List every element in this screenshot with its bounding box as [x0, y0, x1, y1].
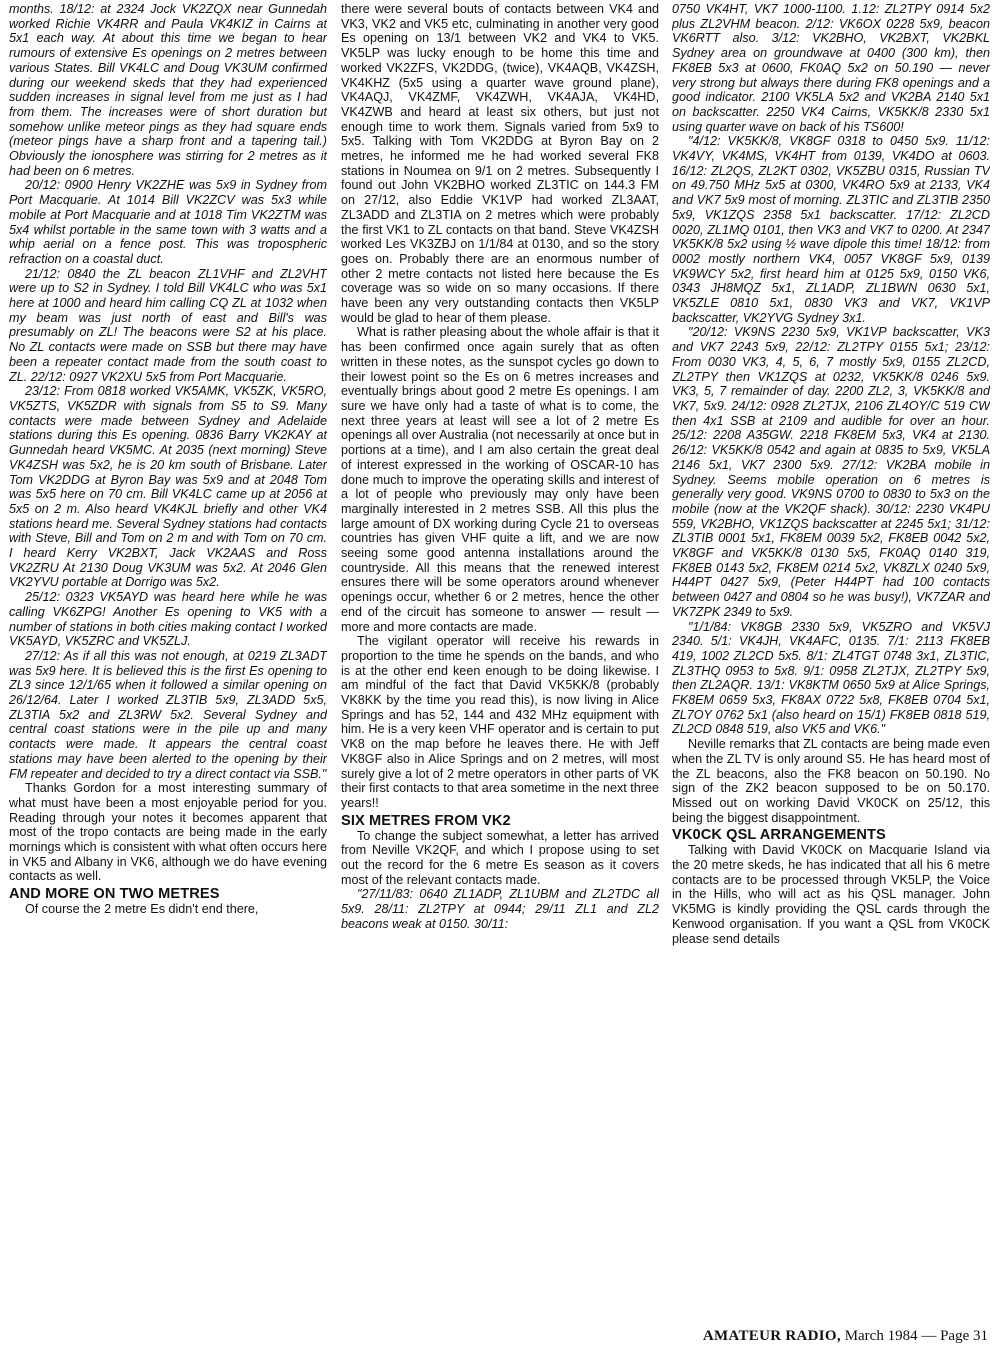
paragraph: "20/12: VK9NS 2230 5x9, VK1VP backscatter, VK3 and VK7 2243 5x9, 22/12: ZL2TPY 0155 5x1; 23/12: From 0030 VK3, 4, 5, 6, 7 mostly 5x9, 0155 ZL2CD, ZL2TPY then VK1ZQS at 0232, VK5KK/8 0246 5x9. VK3, 5, 7 remainder of day. 2200 ZL2, 3, VK5KK/8 and VK7, 5x9. 24/12: 0928 ZL2TJX, 2106 ZL4OY/C 519 CW then 4x1 SSB at 2109 and audible for over an hour. 25/12: 2208 A35GW. 2218 FK8EM 5x3, VK4 at 2130. 26/12: VK5KK/8 0542 and again at 0835 to 5x9, VK5LA 2146 5x1, VK7 2300 5x9. 27/12: VK2BA mobile in Sydney. Seems mobile operation on 6 metres is generally very good. VK9NS 0700 to 0830 to 5x3 on the mobile (now at the VK2QF shack). 30/12: 2230 VK4PU 559, VK2BHO, VK1ZQS backscatter at 2245 5x1; 31/12: ZL3TIB 0001 5x1, FK8EM 0039 5x2, FK8EB 0042 5x2, VK8GF and VK5KK/8 0130 5x5, FK0AQ 0140 319, FK8EB 0143 5x2, FK8EM 0214 5x2, VK8ZLX 0240 5x9, H44PT 0427 5x9, (Peter H44PT had 100 contacts between 0427 and 0804 so he was busy!), VK7ZAR and VK7ZPK 2349 to 5x9.	[672, 325, 990, 619]
paragraph: Neville remarks that ZL contacts are being made even when the ZL TV is only around S5. He has heard most of the ZL beacons, also the FK8 beacon on 50.190. No sign of the ZK2 beacon supposed to be on 50.170. Missed out on working David VK0CK on 25/12, this being the biggest disappointment.	[672, 737, 990, 825]
paragraph: Thanks Gordon for a most interesting summary of what must have been a most enjoyable period for you. Reading through your notes it becomes apparent that most of the tropo contacts are being made in the early mornings which is consistent with what often occurs here in VK5 and Albany in VK6, although we do have evening contacts as well.	[9, 781, 327, 884]
paragraph: The vigilant operator will receive his rewards in proportion to the time he spends on the bands, and who is at the other end keen enough to be doing likewise. I am mindful of the fact that David VK5KK/8 (probably VK8KK by the time you read this), is now living in Alice Springs and has 52, 144 and 432 MHz equipment with him. He is a very keen VHF operator and is certain to put VK8 on the map before he leaves there. He with Jeff VK8GF also in Alice Springs and on 2 metres, will most surely give a lot of 2 metre operators in other parts of VK their first contacts to that area sometime in the next three years!!	[341, 634, 659, 810]
paragraph: 0750 VK4HT, VK7 1000-1100. 1.12: ZL2TPY 0914 5x2 plus ZL2VHM beacon. 2/12: VK6OX 0228 5x9, beacon VK6RTT also. 3/12: VK2BHO, VK2BXT, VK2BKL Sydney area on groundwave at 0400 (300 km), then FK8EB 5x3 at 0600, FK0AQ 5x2 on 50.190 — never very strong but always there during FK8 openings and a good indicator. 2100 VK5LA 5x2 and VK2BA 2140 5x1 on backscatter. 2250 VK4 Cairns, VK5KK/8 2330 5x1 using quarter wave on back of his TS600!	[672, 2, 990, 134]
section-heading: AND MORE ON TWO METRES	[9, 886, 220, 903]
paragraph: there were several bouts of contacts between VK4 and VK3, VK2 and VK5 etc, culminating in another very good Es opening on 13/1 between VK2 and VK4 to VK5. VK5LP was lucky enough to be home this time and worked VK2ZFS, VK2DDG, (twice), VK4AQB, VK4ZSH, VK4KHZ (5x5 using a quarter wave ground plane), VK4AQJ, VK4ZMF, VK4ZWH, VK4AJA, VK4HD, VK4ZWB and heard at least six others, but just not enough time to work them. Signals varied from 5x9 to 5x5. Talking with Tom VK2DDG at Byron Bay on 2 metres, he informed me he had worked several FK8 stations in Noumea on 9/1 on 2 metres. Subsequently I found out John VK2BHO worked ZL3TIC on 144.3 FM on 27/12, also Eddie VK1VP had worked ZL3AAT, ZL3ADD and ZL3TIA on 2 metres which were probably the first VK1 to ZL contacts on that band. Steve VK4ZSH worked Les VK3ZBJ on 1/1/84 at 0130, and so the story goes on. Probably there are an enormous number of other 2 metre contacts not listed here because the Es coverage was so wide on so many occasions. If there have been any very outstanding contacts then VK5LP would be glad to hear of them please.	[341, 2, 659, 325]
paragraph: 27/12: As if all this was not enough, at 0219 ZL3ADT was 5x9 here. It is believed this is the first Es opening to ZL3 since 12/1/65 when it followed a similar opening on 26/12/64. Later I worked ZL3TIB 5x9, ZL3ADD 5x5, ZL3TIA 5x2 and ZL3RW 5x2. Several Sydney and central coast stations were in the pile up and many contacts were made. It appears the central coast stations may have been alerted to the opening by their FM repeater and decided to try a direct contact via SSB."	[9, 648, 327, 781]
magazine-name: AMATEUR RADIO,	[702, 1328, 841, 1344]
paragraph: Of course the 2 metre Es didn't end there,	[25, 902, 259, 917]
text-column-2	[341, 2, 659, 1294]
paragraph: "4/12: VK5KK/8, VK8GF 0318 to 0450 5x9. 11/12: VK4VY, VK4MS, VK4HT from 0139, VK4DO at 0603. 16/12: ZL2QS, ZL2KT 0302, VK5ZBU 0315, Russian TV on 49.750 MHz 5x5 at 0300, VK4RO 5x9 at 2133, VK4 and VK7 5x9 most of morning. ZL3TIC and ZL3TIB 2350 5x9, VK1ZQS 2358 5x1 backscatter. 17/12: ZL2CD 0020, ZL1MQ 0101, then VK3 and VK7 to 0200. At 2347 VK5KK/8 5x2 using ½ wave dipole this time! 18/12: from 0002 mostly northern VK4, 0057 VK8GF 5x9, 0139 VK9WCY 5x2, first heard him at 0125 5x9, 0150 VK6, 0343 JH8MQZ 5x1, ZL1ADP, ZL1BWN 0630 5x1, VK5ZLE 0810 5x1, 0830 VK3 and VK7, VK1VP backscatter, VK2YVG Sydney 3x1.	[672, 134, 990, 325]
paragraph: Talking with David VK0CK on Macquarie Island via the 20 metre skeds, he has indicated that all his 6 metre contacts are to be processed through VK5LP, the Voice in the Hills, who will act as his QSL manager. John VK5MG is kindly providing the QSL cards through the Kenwood organisation. If you want a QSL from VK0CK please send details	[672, 843, 990, 946]
paragraph: months. 18/12: at 2324 Jock VK2ZQX near Gunnedah worked Richie VK4RR and Paula VK4KIZ in Cairns at 5x1 each way. At about this time we began to hear rumours of extensive Es openings on 2 metres between various States. Bill VK4LC and Doug VK3UM confirmed during our weekend skeds that they had experienced sudden increases in signal level from me just as I had from them. The increases were of short duration but somehow unlike meteor pings as they had square ends (meteor pings have a sharp front and a tapering tail.) Obviously the ionosphere was stirring for 2 metres as it had been on 6 metres.	[9, 2, 327, 178]
paragraph: "1/1/84: VK8GB 2330 5x9, VK5ZRO and VK5VJ 2340. 5/1: VK4JH, VK4AFC, 0135. 7/1: 2113 FK8EB 419, 1002 ZL2CD 5x5. 8/1: ZL4TGT 0748 3x1, ZL3TIC, ZL3THQ 0953 to 5x8. 9/1: 0958 ZL2TJX, ZL2TPY 5x9, then ZL2AQR. 13/1: VK8KTM 0650 5x9 at Alice Springs, FK8EM 0659 5x3, FK8AX 0722 5x8, FK8EB 0704 5x1, ZL7OY 0762 5x1 (also heard on 15/1) FK8EB 0818 519, ZL2CD 0848 519, also VK5 and VK6."	[672, 619, 990, 737]
page-footer	[703, 1328, 988, 1345]
paragraph: 21/12: 0840 the ZL beacon ZL1VHF and ZL2VHT were up to S2 in Sydney. I told Bill VK4LC who was 5x1 here at 1000 and heard him calling CQ ZL at 1032 when my beam was just north of east and Bill's was presumably on ZL! The beacons were S2 at his place. No ZL contacts were made on SSB but there may have been a repeater contact made from the south coast to ZL. 22/12: 0927 VK2XU 5x5 from Port Macquarie.	[9, 266, 327, 384]
section-heading: VK0CK QSL ARRANGEMENTS	[672, 827, 886, 844]
paragraph: 20/12: 0900 Henry VK2ZHE was 5x9 in Sydney from Port Macquarie. At 1014 Bill VK2ZCV was 5x3 while mobile at Port Macquarie and at 1018 Tim VK2ZTM was 5x4 whilst portable in the same town with 3 watts and a whip aerial on a fence post. This was tropospheric refraction on a coastal duct.	[9, 178, 327, 266]
section-heading: SIX METRES FROM VK2	[341, 812, 511, 829]
paragraph: 25/12: 0323 VK5AYD was heard here while he was calling VK6ZPG! Another Es opening to VK5 with a number of stations in both cities making contact I worked VK5AYD, VK5ZRC and VK5ZLJ.	[9, 590, 327, 649]
text-column-1	[9, 2, 327, 1294]
paragraph: 23/12: From 0818 worked VK5AMK, VK5ZK, VK5RO, VK5ZTS, VK5ZDR with signals from S5 to S9. Many contacts were made between Sydney and Adelaide stations during this Es opening. 0836 Barry VK2KAY at Gunnedah heard VK5MC. At 2035 (next morning) Steve VK4ZSH was 5x2, he is 20 km south of Brisbane. Later Tom VK2DDG at Byron Bay was 5x9 and at 2048 Tom was 5x5 here on 70 cm. Bill VK4LC came up at 2056 at 5x5 on 2 m. Also heard VK4KJL briefly and other VK4 stations heard me. Several Sydney stations had contacts with Steve, Bill and Tom on 2 m and with Tom on 70 cm. I heard Kerry VK2BXT, Jack VK2AAS and Ross VK2ZRU At 2130 Doug VK3UM was 5x2. At 2046 Glen VK2YVU portable at Dorrigo was 5x2.	[9, 384, 327, 590]
paragraph: "27/11/83: 0640 ZL1ADP, ZL1UBM and ZL2TDC all 5x9. 28/11: ZL2TPY at 0944; 29/11 ZL1 and ZL2 beacons weak at 0150. 30/11:	[341, 887, 659, 931]
text-column-3	[672, 2, 990, 1294]
issue-date-page: March 1984 — Page 31	[844, 1328, 988, 1344]
paragraph: What is rather pleasing about the whole affair is that it has been confirmed once again surely that as often written in these notes, as the sunspot cycles go down to their lowest point so the Es on 6 metres increases and eventually brings about good 2 metre Es openings. I am sure we have only had a taste of what is to come, the next three years at least will see a lot of 2 metre Es openings all over Australia (not necessarily at once but in portions at a time), and I am also certain the great deal of interest expressed in the working of OSCAR-10 has done much to improve the operating skills and interest of a lot of people who previously may only have been marginally interested in 2 metres SSB. All this plus the large amount of DX working during Cycle 21 to overseas countries has given VHF quite a lift, and we are now seeing some good antenna installations around the countryside. All this means that the renewed interest ensures there will be some operators around whenever openings occur, whether 6 or 2 metres, hence the other end of the circuit has someone to answer — result — more and more contacts are made.	[341, 325, 659, 634]
paragraph: To change the subject somewhat, a letter has arrived from Neville VK2QF, and which I propose using to set out the record for the 6 metre Es season as it covers most of the relevant contacts made.	[341, 828, 659, 887]
